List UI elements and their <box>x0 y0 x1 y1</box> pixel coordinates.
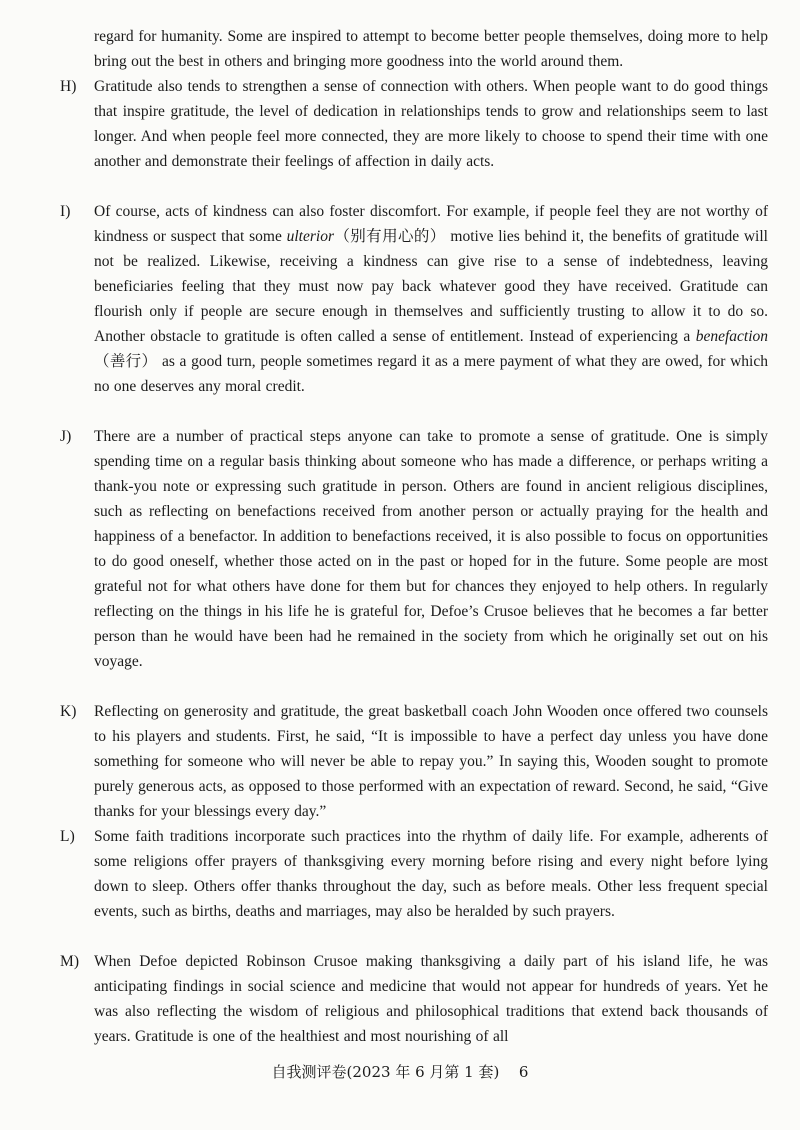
italic-term: ulterior <box>286 228 334 245</box>
paragraph-label: M) <box>60 953 80 970</box>
paragraph-text: Some faith traditions incorporate such practices into the rhythm of daily life. For example, adherents of some religions offer prayers of thanksgiving every morning before rising and every night before lying down to sleep. Others offer thanks throughout the day, such as before meals. Other less frequent special events, such as births, deaths and marriages, may also be heralded by such prayers. <box>94 828 768 920</box>
chinese-gloss: （别有用心的） <box>333 228 446 245</box>
page-footer <box>0 1062 800 1082</box>
footer-title: 自我测评卷(2023 年 6 月第 1 套) <box>271 1063 500 1081</box>
chinese-gloss: （善行） <box>94 353 158 370</box>
paragraph-label: L) <box>60 828 75 845</box>
text-segment: motive lies behind it, the benefits of gratitude will not be realized. Likewise, receiving a kindness can give rise to a sense of indebtedness, leaving beneficiaries feeling that they must now pay back whatever good they have received. Gratitude can flourish only if people are secure enough in themselves and sufficiently trusting to allow it to do so. Another obstacle to gratitude is often called a sense of entitlement. Instead of experiencing a <box>94 228 768 345</box>
paragraph-text <box>94 199 768 399</box>
paragraph-text: When Defoe depicted Robinson Crusoe making thanksgiving a daily part of his island life, he was anticipating findings in social science and medicine that would not appear for hundreds of years. Yet he was also reflecting the wisdom of religious and philosophical traditions that extend back thousands of years. Gratitude is one of the healthiest and most nourishing of all <box>94 953 768 1045</box>
page-number: 6 <box>518 1063 529 1081</box>
paragraph-label: K) <box>60 703 77 720</box>
paragraph-text: regard for humanity. Some are inspired to attempt to become better people themselves, doing more to help bring out the best in others and bringing more goodness into the world around them. <box>94 28 768 70</box>
paragraph-label: H) <box>60 78 77 95</box>
paragraph-text: Reflecting on generosity and gratitude, the great basketball coach John Wooden once offered two counsels to his players and students. First, he said, “It is impossible to have a perfect day unless you have done something for someone who will never be able to repay you.” In saying this, Wooden sought to promote purely generous acts, as opposed to those performed with an expectation of reward. Second, he said, “Give thanks for your blessings every day.” <box>94 703 768 820</box>
paragraph-label: I) <box>60 203 71 220</box>
text-segment: as a good turn, people sometimes regard it as a mere payment of what they are owed, for which no one deserves any moral credit. <box>94 353 768 395</box>
italic-term: benefaction <box>695 328 768 345</box>
paragraph-text: Gratitude also tends to strengthen a sense of connection with others. When people want to do good things that inspire gratitude, the level of dedication in relationships tends to grow and relationships seem to last longer. And when people feel more connected, they are more likely to choose to spend their time with one another and demonstrate their feelings of affection in daily acts. <box>94 78 768 170</box>
text-segment: Of course, acts of kindness can also foster discomfort. For example, if people feel they are not worthy of kindness or suspect that some <box>94 203 768 245</box>
paragraph-label: J) <box>60 428 72 445</box>
paragraph-text: There are a number of practical steps anyone can take to promote a sense of gratitude. One is simply spending time on a regular basis thinking about someone who has made a difference, or perhaps writing a thank-you note or expressing such gratitude in person. Others are found in ancient religious disciplines, such as reflecting on benefactions received from another person or actually praying for the health and happiness of a benefactor. In addition to benefactions received, it is also possible to focus on opportunities to do good oneself, whether those acted on in the past or hoped for in the future. Some people are most grateful not for what others have done for them but for chances they enjoyed to help others. In regularly reflecting on the things in his life he is grateful for, Defoe’s Crusoe believes that he becomes a far better person than he would have been had he remained in the society from which he originally set out on his voyage. <box>94 428 768 670</box>
